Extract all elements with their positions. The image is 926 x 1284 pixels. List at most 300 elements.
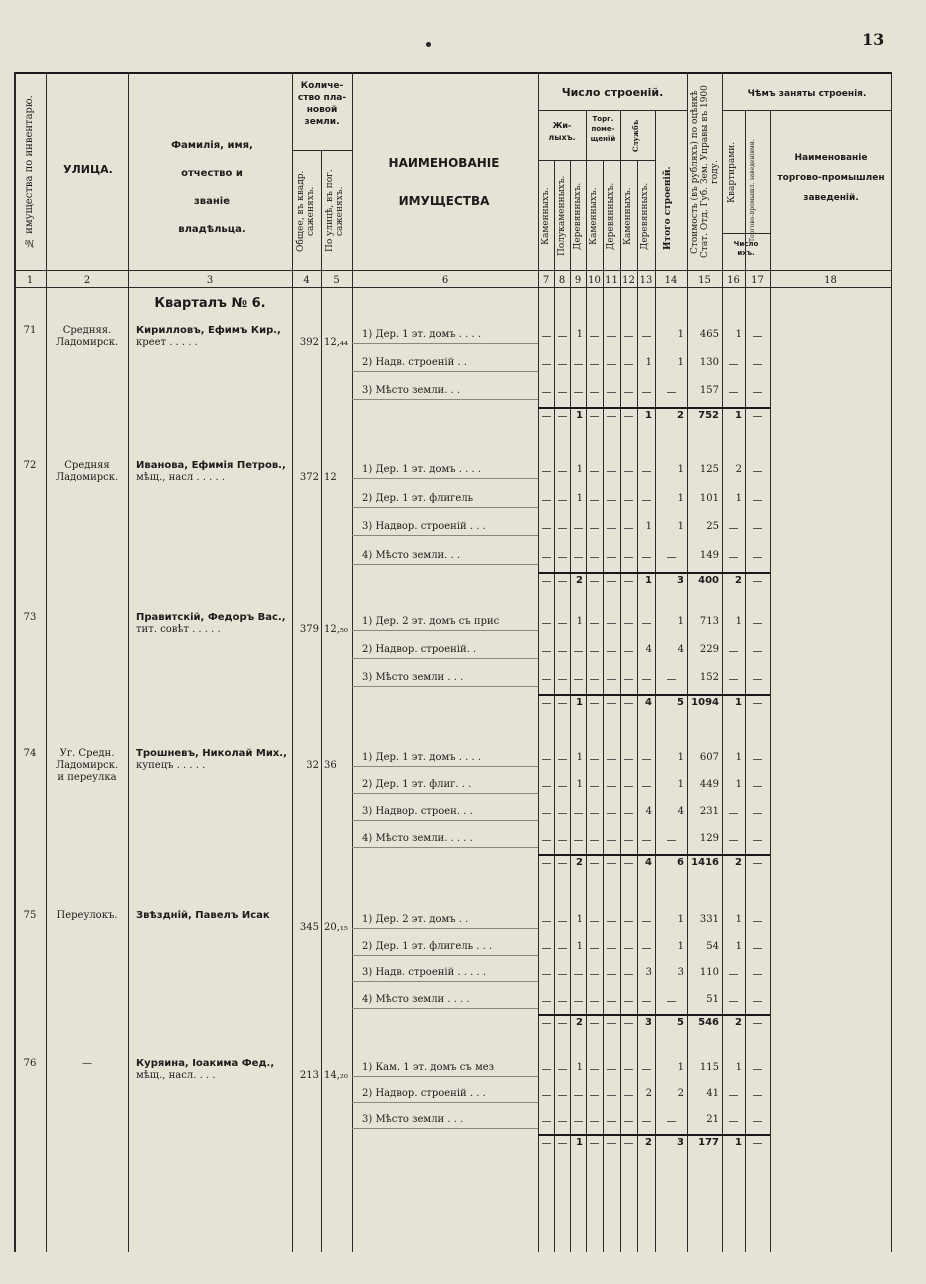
total-value: 1094: [691, 697, 719, 708]
dash-mark: [624, 1121, 633, 1122]
cell-c16: 1: [735, 914, 742, 925]
dash-mark: [753, 1023, 762, 1024]
dash-mark: [558, 786, 567, 787]
totals-rule: [538, 854, 770, 856]
dash-mark: [624, 581, 633, 582]
dash-mark: [558, 528, 567, 529]
cell-value: 713: [699, 616, 719, 627]
header-wooden: Деревянныхъ.: [573, 182, 583, 250]
dash-mark: [542, 392, 551, 393]
column-number: 11: [605, 275, 618, 286]
dash-mark: [574, 528, 583, 529]
header-land-street: По улицѣ, въ пог. саженяхъ.: [325, 169, 345, 253]
header-count: Число ихъ.: [733, 240, 759, 257]
owner-name: купецъ . . . . .: [136, 760, 206, 771]
header-land-total: Общее, въ квадр. саженяхъ.: [296, 170, 316, 252]
dash-mark: [753, 1143, 762, 1144]
dash-mark: [542, 528, 551, 529]
dash-mark: [574, 679, 583, 680]
dash-mark: [667, 557, 676, 558]
dash-mark: [558, 948, 567, 949]
row-rule: [352, 478, 538, 479]
land-street: 14,₂₀: [324, 1070, 348, 1081]
street-name: Ладомирск.: [55, 760, 119, 771]
total-c13: 4: [645, 697, 652, 708]
dash-mark: [753, 1095, 762, 1096]
dash-mark: [590, 1069, 599, 1070]
total-c9: 1: [576, 697, 583, 708]
dash-mark: [607, 813, 616, 814]
row-rule: [352, 1102, 538, 1103]
cell-value: 115: [699, 1062, 719, 1073]
colnum-bottom-rule: [14, 287, 892, 288]
dash-mark: [590, 581, 599, 582]
dash-mark: [607, 528, 616, 529]
cell-c9: 1: [576, 329, 583, 340]
header-inventory-no: № имущества по инвентарю.: [24, 95, 35, 249]
column-number: 6: [441, 275, 449, 286]
row-rule: [352, 847, 538, 848]
row-rule: [352, 630, 538, 631]
header-semistone: Полукаменныхъ.: [557, 175, 567, 257]
dash-mark: [642, 1069, 651, 1070]
property-item: 1) Дер. 2 эт. домъ . .: [362, 914, 469, 925]
land-total: 32: [306, 760, 319, 771]
dash-mark: [542, 364, 551, 365]
dash-mark: [590, 1023, 599, 1024]
totals-rule: [538, 407, 770, 409]
dash-mark: [753, 921, 762, 922]
header-stone-2: Каменныхъ.: [589, 187, 599, 245]
dash-mark: [607, 336, 616, 337]
dash-mark: [753, 500, 762, 501]
dash-mark: [624, 500, 633, 501]
dash-mark: [729, 679, 738, 680]
dash-mark: [574, 840, 583, 841]
row-rule: [352, 371, 538, 372]
dash-mark: [753, 1001, 762, 1002]
owner-name: Куряина, Іоакима Фед.,: [136, 1058, 275, 1069]
column-number: 1: [26, 275, 34, 286]
dash-mark: [753, 581, 762, 582]
dash-mark: [624, 1001, 633, 1002]
dash-mark: [642, 500, 651, 501]
column-number: 3: [206, 275, 214, 286]
dash-mark: [542, 557, 551, 558]
property-item: 3) Надв. строеній . . . . .: [362, 967, 487, 978]
dash-mark: [607, 703, 616, 704]
row-rule: [352, 658, 538, 659]
dash-mark: [542, 651, 551, 652]
land-street: 20,₁₅: [324, 922, 348, 933]
cell-c9: 1: [576, 464, 583, 475]
dash-mark: [642, 921, 651, 922]
row-rule: [352, 793, 538, 794]
dash-mark: [753, 557, 762, 558]
street-name: Переулокъ.: [56, 910, 118, 921]
dash-mark: [753, 863, 762, 864]
col-line: [687, 72, 688, 1252]
dash-mark: [624, 364, 633, 365]
dash-mark: [542, 1143, 551, 1144]
header-stone: Каменныхъ.: [541, 187, 551, 245]
dash-mark: [753, 813, 762, 814]
dash-mark: [667, 840, 676, 841]
dash-mark: [753, 528, 762, 529]
dash-mark: [590, 471, 599, 472]
total-c9: 1: [576, 1137, 583, 1148]
cell-value: 54: [706, 940, 719, 952]
owner-name: Иванова, Ефимія Петров.,: [136, 460, 286, 471]
cell-c14: 1: [677, 464, 684, 475]
row-rule: [352, 928, 538, 929]
total-c13: 1: [645, 410, 652, 421]
header-wooden-2: Деревянныхъ.: [606, 182, 616, 250]
street-name: Средняя: [64, 460, 110, 471]
cell-c13: 1: [645, 521, 652, 532]
cell-c13: 2: [645, 1088, 652, 1099]
owner-name: мѣщ., насл. . . .: [136, 1070, 216, 1081]
cell-c13: 4: [645, 806, 652, 817]
total-value: 546: [698, 1017, 719, 1028]
property-item: 3) Мѣсто земли . . .: [362, 1114, 464, 1125]
total-c9: 2: [576, 1017, 583, 1028]
dash-mark: [624, 528, 633, 529]
dash-mark: [542, 679, 551, 680]
cell-value: 607: [699, 752, 719, 763]
dash-mark: [607, 651, 616, 652]
dash-mark: [729, 1095, 738, 1096]
dash-mark: [590, 1001, 599, 1002]
header-trade-est: Торгово-промышл. заведеніями.: [749, 139, 756, 243]
row-rule: [352, 343, 538, 344]
dash-mark: [558, 557, 567, 558]
cell-value: 41: [706, 1088, 719, 1099]
dash-mark: [590, 1095, 599, 1096]
dash-mark: [753, 392, 762, 393]
dash-mark: [590, 557, 599, 558]
dash-mark: [558, 471, 567, 472]
cell-c14: 4: [677, 806, 684, 817]
owner-name: тит. совѣт . . . . .: [136, 624, 221, 635]
dash-mark: [558, 759, 567, 760]
column-number: 18: [824, 275, 837, 286]
street-name: и переулка: [57, 772, 117, 783]
dash-mark: [558, 364, 567, 365]
cell-value: 152: [699, 672, 719, 683]
dash-mark: [624, 840, 633, 841]
dash-mark: [642, 336, 651, 337]
header-residential: Жи-лыхъ.: [548, 121, 576, 142]
row-rule: [352, 1008, 538, 1009]
column-number: 4: [303, 275, 310, 286]
dash-mark: [558, 840, 567, 841]
cell-value: 449: [699, 779, 719, 790]
property-item: 1) Дер. 1 эт. домъ . . . .: [362, 329, 482, 340]
column-number: 14: [664, 275, 678, 286]
total-c14: 5: [677, 1017, 684, 1028]
dash-mark: [574, 651, 583, 652]
dash-mark: [607, 974, 616, 975]
dash-mark: [753, 623, 762, 624]
dash-mark: [667, 392, 676, 393]
quarter-title: Кварталъ № 6.: [154, 296, 266, 311]
owner-name: мѣщ., насл . . . . .: [136, 472, 226, 483]
dash-mark: [558, 500, 567, 501]
property-item: 1) Дер. 1 эт. домъ . . . .: [362, 752, 482, 763]
row-rule: [352, 1128, 538, 1129]
totals-rule: [538, 694, 770, 696]
cell-value: 149: [699, 549, 719, 561]
header-service: Службъ: [631, 119, 640, 153]
cell-c14: 1: [677, 914, 684, 925]
total-c14: 5: [677, 697, 684, 708]
owner-name: креет . . . . .: [136, 337, 198, 348]
cell-c16: 1: [735, 1062, 742, 1073]
row-rule: [352, 981, 538, 982]
property-item: 1) Дер. 1 эт. домъ . . . .: [362, 464, 482, 475]
cell-c9: 1: [576, 752, 583, 763]
dash-mark: [753, 651, 762, 652]
dash-mark: [624, 1095, 633, 1096]
header-rule: [292, 150, 352, 151]
dash-mark: [542, 1121, 551, 1122]
dash-mark: [624, 759, 633, 760]
dash-mark: [542, 1095, 551, 1096]
dash-mark: [729, 651, 738, 652]
row-rule: [352, 820, 538, 821]
header-trade: Торг. поме-щеній: [590, 115, 616, 143]
dash-mark: [753, 840, 762, 841]
header-establishments: Наименованіе торгово-промышлен заведеній.: [777, 153, 885, 203]
dash-mark: [558, 703, 567, 704]
street-name: —: [82, 1058, 92, 1069]
dash-mark: [729, 528, 738, 529]
dash-mark: [558, 336, 567, 337]
inventory-number: 74: [23, 748, 37, 759]
total-c16: 2: [735, 575, 742, 586]
dash-mark: [642, 1001, 651, 1002]
dash-mark: [729, 1001, 738, 1002]
dash-mark: [574, 1001, 583, 1002]
total-value: 400: [698, 575, 719, 586]
land-street: 12: [324, 472, 337, 483]
header-rule: [722, 110, 892, 111]
row-rule: [352, 564, 538, 565]
cell-c14: 1: [677, 357, 684, 368]
total-value: 177: [698, 1137, 719, 1148]
street-name: Ладомирск.: [55, 472, 119, 483]
dash-mark: [574, 1095, 583, 1096]
dash-mark: [667, 679, 676, 680]
cell-c9: 1: [576, 616, 583, 627]
dash-mark: [607, 557, 616, 558]
header-value: Стоимость (въ рубляхъ) по оцѣнкѣ Стат. Отд. Губ. Зем. Управы въ 1900 году.: [690, 85, 720, 259]
dash-mark: [590, 392, 599, 393]
dash-mark: [729, 364, 738, 365]
dash-mark: [590, 1121, 599, 1122]
property-item: 4) Мѣсто земли. . .: [362, 549, 461, 561]
dash-mark: [607, 759, 616, 760]
dash-mark: [542, 703, 551, 704]
dash-mark: [624, 471, 633, 472]
header-owner: Фамилія, имя, отчество и званіе владѣльца.: [171, 140, 253, 235]
dash-mark: [624, 416, 633, 417]
inventory-number: 73: [23, 612, 37, 623]
dash-mark: [642, 948, 651, 949]
dash-mark: [642, 623, 651, 624]
dash-mark: [590, 759, 599, 760]
owner-name: Кирилловъ, Ефимъ Кир.,: [136, 325, 281, 336]
total-value: 752: [698, 410, 719, 421]
dash-mark: [558, 863, 567, 864]
dash-mark: [729, 974, 738, 975]
dash-mark: [753, 471, 762, 472]
header-occupied-by: Чѣмъ заняты строенія.: [747, 89, 867, 99]
property-item: 4) Мѣсто земли . . . .: [362, 993, 470, 1005]
dash-mark: [607, 1143, 616, 1144]
inventory-number: 72: [23, 460, 37, 471]
cell-c14: 1: [677, 940, 684, 952]
header-total-buildings: Итого строеній.: [663, 166, 673, 250]
cell-value: 21: [706, 1114, 719, 1125]
land-total: 345: [299, 922, 319, 933]
property-item: 3) Надвор. строеній . . .: [362, 521, 486, 532]
cell-c16: 1: [735, 329, 742, 340]
dash-mark: [624, 948, 633, 949]
dash-mark: [542, 813, 551, 814]
dash-mark: [574, 364, 583, 365]
dash-mark: [624, 921, 633, 922]
dash-mark: [607, 1001, 616, 1002]
property-item: 2) Надвор. строеній. .: [362, 644, 477, 655]
dash-mark: [574, 392, 583, 393]
dash-mark: [624, 1023, 633, 1024]
dash-mark: [590, 528, 599, 529]
property-item: 2) Надвор. строеній . . .: [362, 1088, 486, 1099]
property-item: 1) Дер. 2 эт. домъ съ прис: [362, 616, 500, 627]
cell-c16: 1: [735, 752, 742, 763]
column-number: 2: [83, 275, 91, 286]
dash-mark: [574, 557, 583, 558]
dash-mark: [590, 813, 599, 814]
dash-mark: [607, 679, 616, 680]
cell-c14: 1: [677, 521, 684, 532]
dash-mark: [558, 1143, 567, 1144]
total-c13: 2: [645, 1137, 652, 1148]
dash-mark: [542, 863, 551, 864]
dash-mark: [558, 974, 567, 975]
col-line: [321, 150, 322, 1252]
dash-mark: [542, 1001, 551, 1002]
row-rule: [352, 399, 538, 400]
column-number: 7: [542, 275, 550, 286]
cell-c14: 1: [677, 779, 684, 790]
col-line: [352, 72, 353, 1252]
header-property-name: НАИМЕНОВАНІЕ ИМУЩЕСТВА: [388, 156, 500, 208]
row-rule: [352, 1076, 538, 1077]
header-buildings-count: Число строеній.: [561, 86, 664, 99]
dash-mark: [624, 863, 633, 864]
dash-mark: [558, 1023, 567, 1024]
cell-value: 101: [699, 492, 719, 504]
dash-mark: [590, 921, 599, 922]
cell-c9: 1: [576, 914, 583, 925]
row-rule: [352, 507, 538, 508]
dash-mark: [590, 786, 599, 787]
cell-c9: 1: [576, 1062, 583, 1073]
property-item: 4) Мѣсто земли. . . . .: [362, 833, 473, 844]
dash-mark: [753, 703, 762, 704]
dash-mark: [607, 921, 616, 922]
dash-mark: [753, 786, 762, 787]
land-total: 392: [299, 337, 319, 348]
dash-mark: [558, 1001, 567, 1002]
property-item: 3) Мѣсто земли. . .: [362, 385, 461, 396]
owner-name: Трошневъ, Николай Мих.,: [136, 748, 287, 759]
table-right-border: [891, 72, 892, 1252]
dash-mark: [590, 679, 599, 680]
cell-c9: 1: [576, 779, 583, 790]
column-number: 9: [574, 275, 582, 286]
street-name: Средняя.: [62, 325, 112, 336]
header-wooden-3: Деревянныхъ.: [640, 182, 650, 250]
cell-value: 157: [699, 385, 719, 396]
dash-mark: [607, 500, 616, 501]
dash-mark: [590, 623, 599, 624]
dash-mark: [607, 392, 616, 393]
dash-mark: [753, 974, 762, 975]
dash-mark: [642, 786, 651, 787]
dash-mark: [558, 1069, 567, 1070]
inventory-number: 71: [23, 325, 37, 336]
cell-c16: 1: [735, 940, 742, 952]
total-c13: 4: [645, 857, 652, 868]
dash-mark: [558, 1121, 567, 1122]
cell-value: 129: [699, 833, 719, 844]
dash-mark: [753, 1069, 762, 1070]
dash-mark: [590, 651, 599, 652]
total-c16: 1: [735, 697, 742, 708]
total-c13: 1: [645, 575, 652, 586]
property-item: 2) Дер. 1 эт. флиг. . .: [362, 779, 472, 790]
row-rule: [352, 686, 538, 687]
property-item: 2) Дер. 1 эт. флигель . . .: [362, 940, 493, 952]
cell-c16: 1: [735, 616, 742, 627]
cell-value: 229: [699, 644, 719, 655]
dash-mark: [590, 974, 599, 975]
cell-value: 25: [706, 521, 719, 532]
dash-mark: [574, 813, 583, 814]
cell-value: 465: [699, 329, 719, 340]
page-number: 13: [862, 30, 885, 49]
total-c9: 2: [576, 575, 583, 586]
totals-rule: [538, 572, 770, 574]
dash-mark: [558, 392, 567, 393]
cell-c14: 2: [677, 1088, 684, 1099]
total-c16: 2: [735, 857, 742, 868]
column-number: 16: [727, 275, 740, 286]
dash-mark: [729, 1121, 738, 1122]
dash-mark: [590, 948, 599, 949]
dash-mark: [558, 623, 567, 624]
dash-mark: [642, 557, 651, 558]
header-rule: [538, 160, 655, 161]
dash-mark: [667, 1001, 676, 1002]
cell-value: 231: [699, 806, 719, 817]
dash-mark: [642, 759, 651, 760]
dash-mark: [607, 471, 616, 472]
